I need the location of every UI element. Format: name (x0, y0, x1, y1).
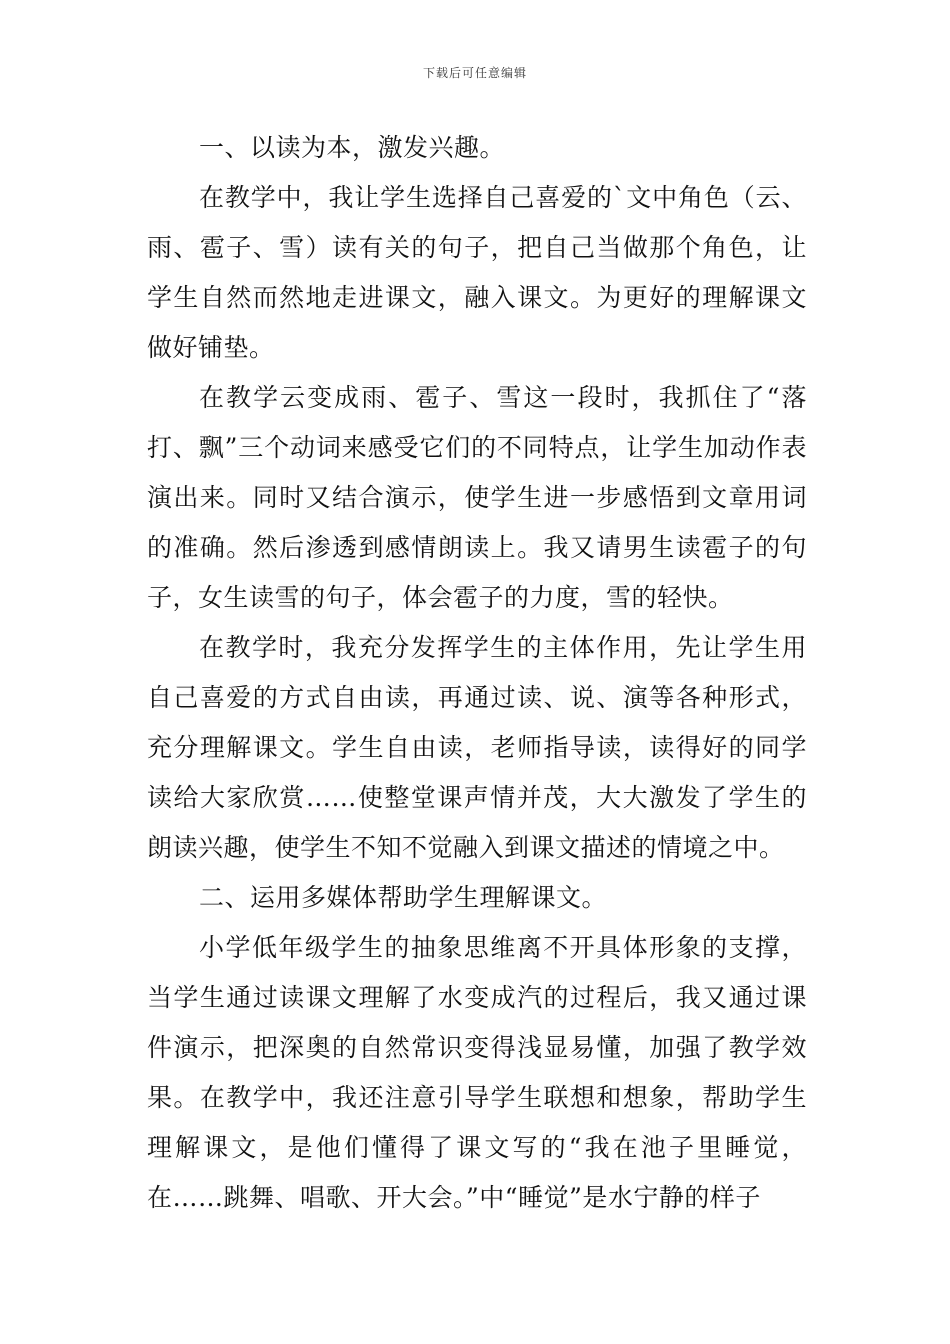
paragraph: 在教学云变成雨、雹子、雪这一段时，我抓住了“落打、飘”三个动词来感受它们的不同特点，让学生加动作表演出来。同时又结合演示，使学生进一步感悟到文章用词的准确。然后渗透到感情朗读上。我又请男生读雹子的句子，女生读雪的句子，体会雹子的力度，雪的轻快。 (147, 383, 807, 612)
paragraph: 在教学时，我充分发挥学生的主体作用，先让学生用自己喜爱的方式自由读，再通过读、说、演等各种形式，充分理解课文。学生自由读，老师指导读，读得好的同学读给大家欣赏……使整堂课声情并茂，大大激发了学生的朗读兴趣，使学生不知不觉融入到课文描述的情境之中。 (147, 633, 807, 862)
section-heading-2: 二、运用多媒体帮助学生理解课文。 (199, 883, 608, 912)
paragraph: 在教学中，我让学生选择自己喜爱的`文中角色（云、雨、雹子、雪）读有关的句子，把自己当做那个角色，让学生自然而然地走进课文，融入课文。为更好的理解课文做好铺垫。 (147, 183, 807, 362)
document-body (147, 123, 807, 1223)
paragraph: 小学低年级学生的抽象思维离不开具体形象的支撑，当学生通过读课文理解了水变成汽的过程后，我又通过课件演示，把深奥的自然常识变得浅显易懂，加强了教学效果。在教学中，我还注意引导学生联想和想象，帮助学生理解课文，是他们懂得了课文写的“我在池子里睡觉，在……跳舞、唱歌、开大会。”中“睡觉”是水宁静的样子 (147, 933, 807, 1212)
page-header-note: 下载后可任意编辑 (422, 66, 527, 80)
section-heading-1: 一、以读为本，激发兴趣。 (199, 133, 506, 162)
